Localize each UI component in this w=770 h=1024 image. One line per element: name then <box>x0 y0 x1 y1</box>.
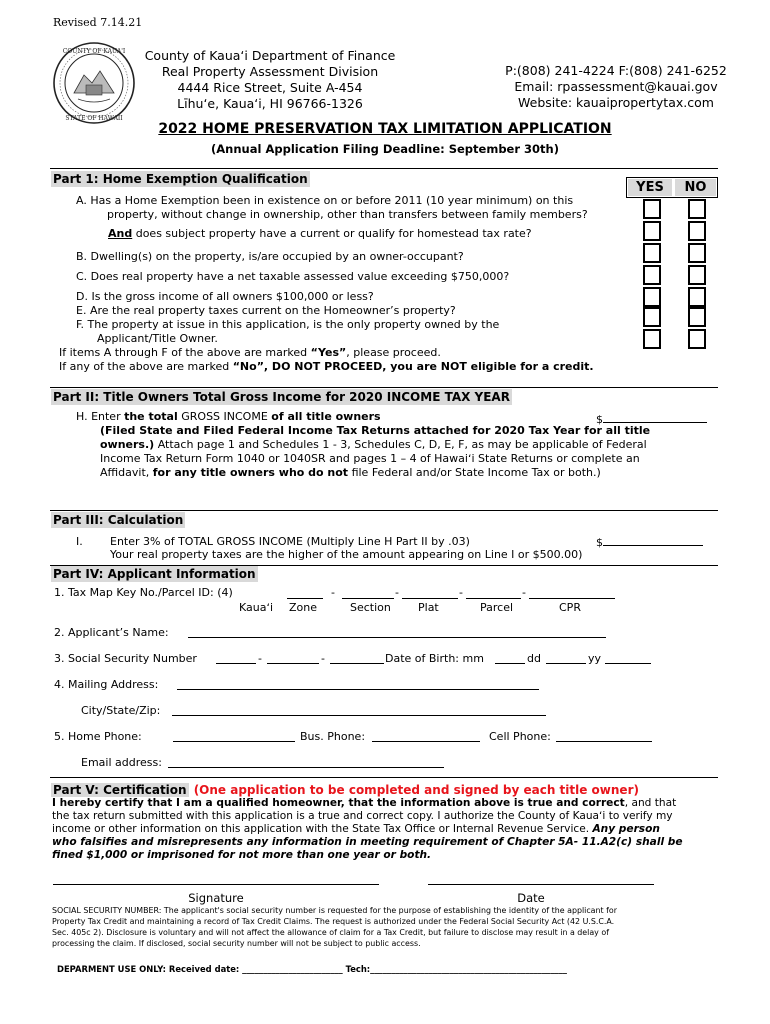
checkbox-a2-no[interactable] <box>688 221 706 241</box>
question-a-line1: A. Has a Home Exemption been in existence on or before 2011 (10 year minimum) on this <box>76 194 574 207</box>
cert-line5: fined $1,000 or imprisoned for not more than one year or both. <box>52 849 432 861</box>
home-phone-label: 5. Home Phone: <box>54 730 142 743</box>
tmk-parcel-input[interactable] <box>466 586 521 599</box>
line-h-text2: (Filed State and Filed Federal Income Tax Returns attached for 2020 Tax Year for all title <box>100 424 651 437</box>
line-i-note: Your real property taxes are the higher of the amount appearing on Line I or $500.00) <box>110 548 583 561</box>
checkbox-f-no[interactable] <box>688 329 706 349</box>
part3-heading: Part III: Calculation <box>53 513 184 527</box>
tmk-sub-zone: Zone <box>289 601 318 614</box>
revision-date: Revised 7.14.21 <box>53 16 143 29</box>
dob-month-input[interactable] <box>495 651 525 664</box>
part5-heading-row <box>51 779 639 798</box>
question-f-line1: F. The property at issue in this application, is the only property owned by the <box>76 318 500 331</box>
bus-phone-label: Bus. Phone: <box>300 730 366 743</box>
dob-label: Date of Birth: mm <box>385 652 484 665</box>
checkbox-a-yes[interactable] <box>643 199 661 219</box>
line-h-text4: Income Tax Return Form 1040 or 1040SR and pages 1 – 4 of Hawaiʻi State Returns or complete an <box>100 452 640 465</box>
question-b: B. Dwelling(s) on the property, is/are occupied by an owner-occupant? <box>76 250 464 263</box>
checkbox-b-yes[interactable] <box>643 243 661 263</box>
line-i-input[interactable] <box>603 533 703 546</box>
dob-yy-label: yy <box>588 652 602 665</box>
dob-year-input[interactable] <box>605 651 651 664</box>
yes-label: YES <box>628 179 672 196</box>
form-subtitle: (Annual Application Filing Deadline: September 30th) <box>211 142 559 156</box>
tmk-section-input[interactable] <box>342 586 394 599</box>
applicant-name-label: 2. Applicant’s Name: <box>54 626 169 639</box>
applicant-name-input[interactable] <box>188 625 606 638</box>
question-a-line3: And does subject property have a current or qualify for homestead tax rate? <box>108 227 532 240</box>
tmk-sub-parcel: Parcel <box>480 601 514 614</box>
line-h-label: H. Enter the total GROSS INCOME of all title owners <box>76 410 381 423</box>
seal-top-text: COUNTY OF KAUA'I <box>62 48 126 55</box>
checkbox-d-yes[interactable] <box>643 287 661 307</box>
line-h-amount: $ <box>596 410 707 427</box>
line-h-text3: owners.) Attach page 1 and Schedules 1 - 3, Schedules C, D, E, F, as may be applicable of Federal <box>100 438 647 451</box>
no-note: If any of the above are marked “No”, DO NOT PROCEED, you are NOT eligible for a credit. <box>59 360 594 373</box>
dept-line-3: 4444 Rice Street, Suite A-454 <box>177 80 363 95</box>
email-address-label: Email address: <box>81 756 162 769</box>
checkbox-c-yes[interactable] <box>643 265 661 285</box>
tmk-label: 1. Tax Map Key No./Parcel ID: (4) <box>54 586 233 599</box>
date-line[interactable] <box>428 884 654 885</box>
checkbox-a2-yes[interactable] <box>643 221 661 241</box>
signature-label: Signature <box>188 891 244 905</box>
dept-line-1: County of Kauaʻi Department of Finance <box>144 48 396 63</box>
cert-line2: the tax return submitted with this application is a true and correct copy. I authorize the County of Kauaʻi to verify my <box>52 810 673 822</box>
no-label: NO <box>675 179 716 196</box>
tmk-cpr-input[interactable] <box>529 586 615 599</box>
dob-day-input[interactable] <box>546 651 586 664</box>
tmk-sub-section: Section <box>350 601 391 614</box>
county-seal <box>52 41 136 125</box>
cert-line1: I hereby certify that I am a qualified homeowner, that the information above is true and correct, and that <box>52 797 677 809</box>
tmk-sub-kauai: Kauaʻi <box>239 601 274 614</box>
checkbox-f-yes[interactable] <box>643 329 661 349</box>
yes-no-header <box>626 177 718 198</box>
bus-phone-input[interactable] <box>372 729 480 742</box>
checkbox-e-no[interactable] <box>688 307 706 327</box>
form-title: 2022 HOME PRESERVATION TAX LIMITATION APPLICATION <box>158 121 612 137</box>
department-use-only: DEPARMENT USE ONLY: Received date: ________________________ Tech:_______________________________________________ <box>57 964 567 974</box>
ssn-label: 3. Social Security Number <box>54 652 197 665</box>
ssn-disclosure: SOCIAL SECURITY NUMBER: The applicant's social security number is requested for the purpose of establishing the identity of the applicant for Property Tax Credit and maintaining a record of Tax Credit Claims. The request is authorized under the Federal Social Security Act (42 U.S.C.A. Sec. 405c 2). Disclosure is voluntary and will not affect the allowance of claim for a Tax Credit, but failure to disclose may result in a delay of processing the claim. If disclosed, social security number will not be subject to public access. <box>52 906 617 948</box>
part5-heading-note: (One application to be completed and signed by each title owner) <box>193 783 639 797</box>
part2-heading: Part II: Title Owners Total Gross Income for 2020 INCOME TAX YEAR <box>53 390 510 404</box>
ssn-part3-input[interactable] <box>330 651 384 664</box>
tmk-plat-input[interactable] <box>402 586 458 599</box>
date-label: Date <box>517 891 545 905</box>
checkbox-d-no[interactable] <box>688 287 706 307</box>
signature-line[interactable] <box>53 884 379 885</box>
part5-heading: Part V: Certification <box>53 783 187 797</box>
contact-email[interactable]: Email: rpassessment@kauai.gov <box>514 79 718 94</box>
cell-phone-label: Cell Phone: <box>489 730 551 743</box>
line-i-text: Enter 3% of TOTAL GROSS INCOME (Multiply Line H Part II by .03) <box>110 535 470 548</box>
line-i-amount: $ <box>596 533 703 550</box>
ssn-part1-input[interactable] <box>216 651 256 664</box>
question-a-line2: property, without change in ownership, other than transfers between family members? <box>107 208 588 221</box>
line-i-label: I. <box>76 535 83 548</box>
email-address-input[interactable] <box>168 755 444 768</box>
mailing-address-input[interactable] <box>177 677 539 690</box>
line-h-text5: Affidavit, for any title owners who do not file Federal and/or State Income Tax or both.) <box>100 466 601 479</box>
county-seal-icon <box>52 41 136 125</box>
checkbox-a-no[interactable] <box>688 199 706 219</box>
cert-line3: income or other information on this application with the State Tax Office or Internal Revenue Service. Any person <box>52 823 660 835</box>
department-block <box>140 48 400 112</box>
checkbox-e-yes[interactable] <box>643 307 661 327</box>
dept-line-2: Real Property Assessment Division <box>161 64 379 79</box>
part1-heading: Part 1: Home Exemption Qualification <box>53 172 308 186</box>
contact-block <box>480 63 752 111</box>
yes-note: If items A through F of the above are marked “Yes”, please proceed. <box>59 346 441 359</box>
tmk-sub-plat: Plat <box>418 601 439 614</box>
ssn-part2-input[interactable] <box>267 651 319 664</box>
question-e: E. Are the real property taxes current on the Homeowner’s property? <box>76 304 456 317</box>
checkbox-b-no[interactable] <box>688 243 706 263</box>
checkbox-c-no[interactable] <box>688 265 706 285</box>
question-c: C. Does real property have a net taxable assessed value exceeding $750,000? <box>76 270 510 283</box>
city-state-zip-label: City/State/Zip: <box>81 704 161 717</box>
dept-line-4: Līhuʻe, Kauaʻi, HI 96766-1326 <box>177 96 363 111</box>
city-state-zip-input[interactable] <box>172 703 546 716</box>
mailing-address-label: 4. Mailing Address: <box>54 678 159 691</box>
dob-dd-label: dd <box>527 652 541 665</box>
question-f-line2: Applicant/Title Owner. <box>97 332 218 345</box>
home-phone-input[interactable] <box>173 729 295 742</box>
cell-phone-input[interactable] <box>556 729 652 742</box>
tmk-zone-input[interactable] <box>287 586 323 599</box>
line-h-input[interactable] <box>603 410 707 423</box>
seal-bottom-text: STATE OF HAWAII <box>65 115 123 122</box>
tmk-sub-cpr: CPR <box>559 601 581 614</box>
contact-phone: P:(808) 241-4224 F:(808) 241-6252 <box>505 63 727 78</box>
cert-line4: who falsifies and misrepresents any information in meeting requirement of Chapter 5A- 11.A2(c) shall be <box>52 836 683 848</box>
part4-heading: Part IV: Applicant Information <box>53 567 256 581</box>
contact-website[interactable]: Website: kauaipropertytax.com <box>518 95 714 110</box>
question-d: D. Is the gross income of all owners $100,000 or less? <box>76 290 374 303</box>
